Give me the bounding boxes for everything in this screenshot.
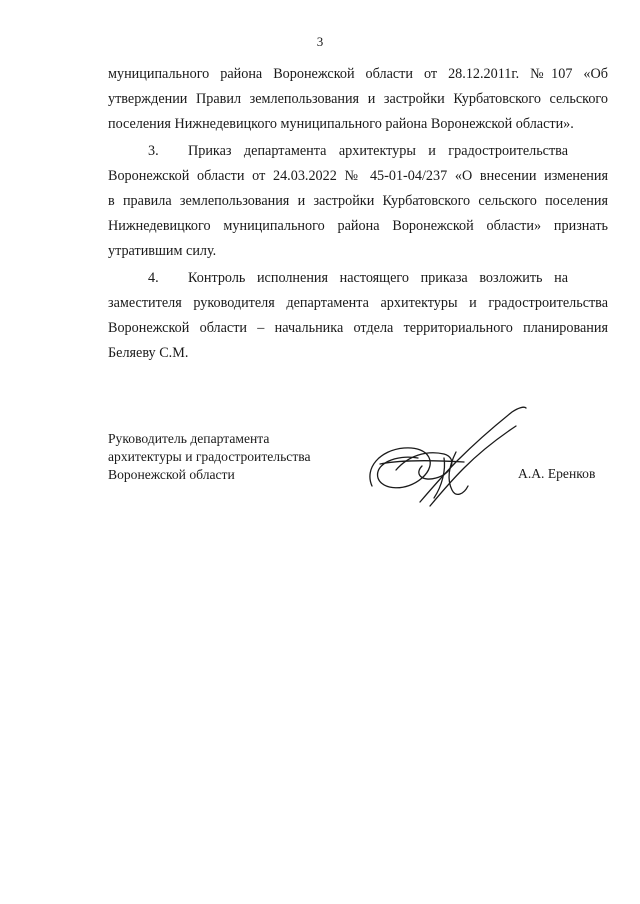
item-number: 4. (148, 270, 159, 286)
text-line: заместителя руководителя департамента архитектуры и градостроительства (108, 295, 608, 311)
text-line-with-number (108, 266, 608, 291)
text-line: утратившим силу. (108, 243, 217, 259)
text-line-content: Контроль исполнения настоящего приказа возложить на (188, 270, 568, 286)
text-line: утверждении Правил землепользования и застройки Курбатовского сельского (108, 91, 608, 107)
text-line: Беляеву С.М. (108, 345, 189, 361)
text-line-with-number (108, 139, 608, 164)
handwritten-signature (360, 398, 536, 516)
position-line: Воронежской области (108, 467, 235, 482)
text-line: Воронежской области – начальника отдела территориального планирования (108, 320, 608, 336)
paragraph-item-4 (108, 266, 608, 366)
text-line-content: Приказ департамента архитектуры и градостроительства (188, 143, 568, 159)
signatory-name: А.А. Еренков (518, 466, 596, 481)
item-number: 3. (148, 143, 159, 159)
signatory-position (108, 430, 311, 484)
text-line: Воронежской области от 24.03.2022 № 45-01-04/237 «О внесении изменения (108, 168, 608, 184)
text-line: в правила землепользования и застройки Курбатовского сельского поселения (108, 193, 608, 209)
text-line: Нижнедевицкого муниципального района Воронежской области» признать (108, 218, 608, 234)
document-body (108, 62, 608, 366)
paragraph-continuation (108, 62, 608, 137)
position-line: архитектуры и градостроительства (108, 449, 311, 464)
page-number: 3 (316, 34, 324, 49)
text-line: муниципального района Воронежской области от 28.12.2011г. №107 «Об (108, 66, 608, 82)
position-line: Руководитель департамента (108, 431, 270, 446)
text-line: поселения Нижнедевицкого муниципального района Воронежской области». (108, 116, 574, 132)
paragraph-item-3 (108, 139, 608, 264)
